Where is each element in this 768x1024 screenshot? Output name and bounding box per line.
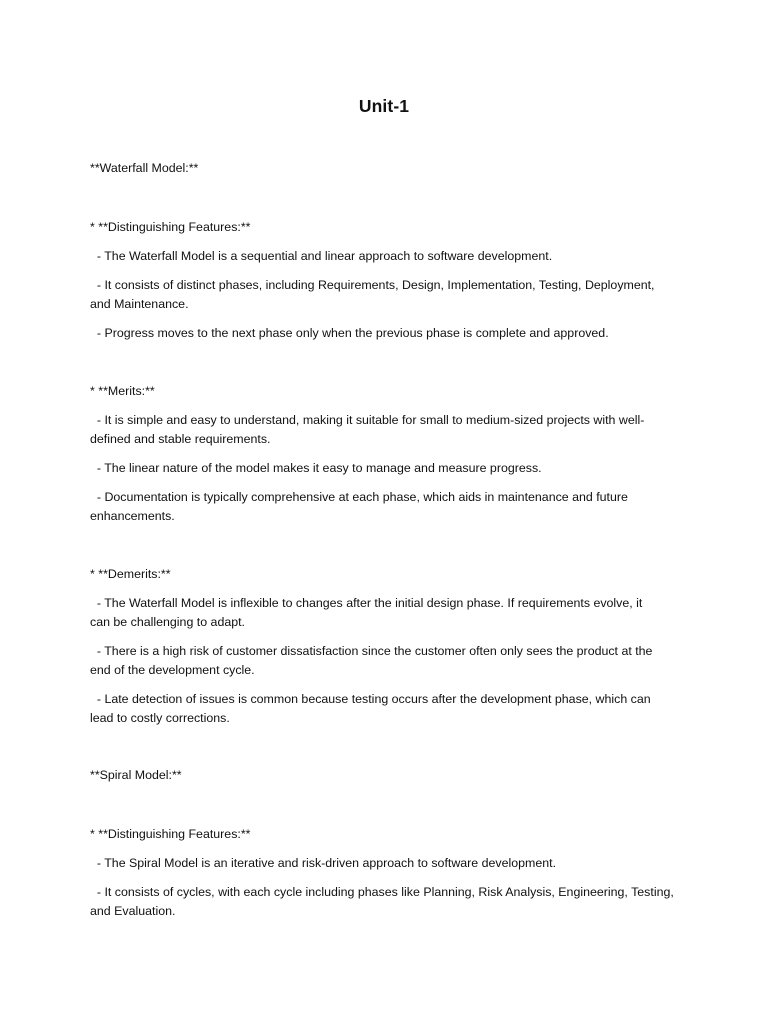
page-title: Unit-1 bbox=[358, 96, 410, 116]
bullet-continuation: and Evaluation. bbox=[90, 904, 176, 918]
section-heading: **Waterfall Model:** bbox=[90, 161, 199, 175]
bullet-continuation: enhancements. bbox=[90, 509, 175, 523]
bullet-line: - The linear nature of the model makes it easy to manage and measure progress. bbox=[90, 461, 542, 475]
bullet-line: - Progress moves to the next phase only when the previous phase is complete and approved. bbox=[90, 326, 609, 340]
bullet-line: - It is simple and easy to understand, making it suitable for small to medium-sized projects with well- bbox=[90, 413, 645, 427]
bullet-line: - The Waterfall Model is a sequential and linear approach to software development. bbox=[90, 249, 553, 263]
bullet-continuation: lead to costly corrections. bbox=[90, 711, 230, 725]
bullet-continuation: can be challenging to adapt. bbox=[90, 615, 246, 629]
subsection-heading: * **Distinguishing Features:** bbox=[90, 827, 251, 841]
bullet-continuation: defined and stable requirements. bbox=[90, 432, 271, 446]
bullet-line: - Documentation is typically comprehensive at each phase, which aids in maintenance and future bbox=[90, 490, 628, 504]
section-heading: **Spiral Model:** bbox=[90, 768, 182, 782]
subsection-heading: * **Distinguishing Features:** bbox=[90, 220, 251, 234]
subsection-heading: * **Demerits:** bbox=[90, 567, 171, 581]
bullet-line: - The Spiral Model is an iterative and risk-driven approach to software development. bbox=[90, 856, 557, 870]
bullet-continuation: and Maintenance. bbox=[90, 297, 189, 311]
bullet-line: - There is a high risk of customer dissatisfaction since the customer often only sees the product at the bbox=[90, 644, 653, 658]
bullet-line: - It consists of distinct phases, including Requirements, Design, Implementation, Testing, Deployment, bbox=[90, 278, 655, 292]
bullet-line: - The Waterfall Model is inflexible to changes after the initial design phase. If requirements evolve, it bbox=[90, 596, 643, 610]
bullet-continuation: end of the development cycle. bbox=[90, 663, 255, 677]
subsection-heading: * **Merits:** bbox=[90, 384, 155, 398]
bullet-line: - It consists of cycles, with each cycle including phases like Planning, Risk Analysis, Engineering, Testing, bbox=[90, 885, 674, 899]
bullet-line: - Late detection of issues is common because testing occurs after the development phase, which can bbox=[90, 692, 651, 706]
